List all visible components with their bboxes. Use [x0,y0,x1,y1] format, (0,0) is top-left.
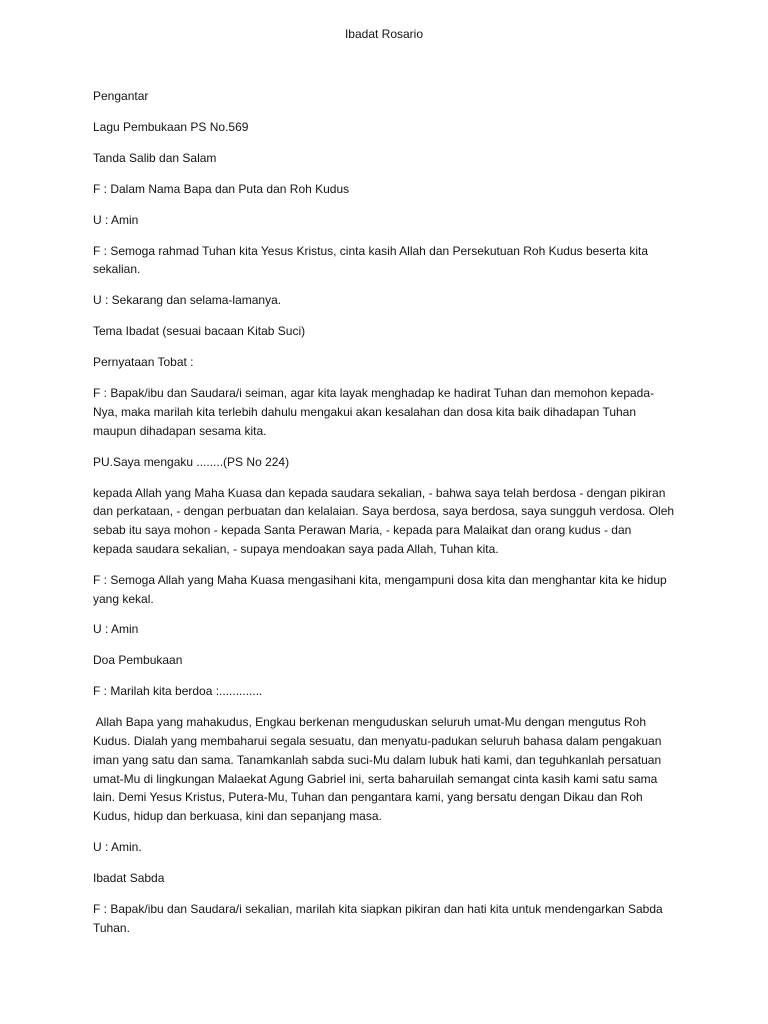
text-line: umat-Mu di lingkungan Malaekat Agung Gabriel ini, serta baharuilah semangat cinta kasih kami satu sama [93,771,658,786]
text-line: kepada Allah yang Maha Kuasa dan kepada saudara sekalian, - bahwa saya telah berdosa - dengan pikiran [93,485,666,500]
document-title: Ibadat Rosario [344,27,424,41]
text-line: U : Amin [93,622,139,637]
pengakuan-dosa-text [93,484,733,559]
u-sekarang-response [93,291,733,310]
text-line: Ibadat Sabda [93,870,165,885]
pernyataan-tobat-heading [93,353,733,372]
tanda-salib-heading [93,149,733,168]
text-line: yang kekal. [93,591,154,606]
u-amin-response-3 [93,838,733,857]
f-semoga-rahmad [93,242,733,280]
text-line: iman yang satu dan sama. Tanamkanlah sabda suci-Mu dalam lubuk hati kami, dan teguhkanlah persatuan [93,752,662,767]
f-marilah-berdoa [93,682,733,701]
text-line: Allah Bapa yang mahakudus, Engkau berkenan menguduskan seluruh umat-Mu dengan mengutus Roh [93,715,647,730]
text-line: F : Semoga Allah yang Maha Kuasa mengasihani kita, mengampuni dosa kita dan menghantar kita ke hidup [93,572,667,587]
text-line: U : Amin. [93,839,142,854]
text-line: Tanda Salib dan Salam [93,150,217,165]
doa-pembukaan-heading [93,651,733,670]
text-line: Lagu Pembukaan PS No.569 [93,119,249,134]
text-line: dan perkataan, - dengan perbuatan dan kelalaian. Saya berdosa, saya berdosa, saya sungguh verdosa. Oleh [93,504,675,519]
text-line: F : Semoga rahmad Tuhan kita Yesus Kristus, cinta kasih Allah dan Persekutuan Roh Kudus beserta kita [93,243,648,258]
text-line: Nya, maka marilah kita terlebih dahulu mengakui akan kesalahan dan dosa kita baik dihadapan Tuhan [93,404,637,419]
text-line: F : Bapak/ibu dan Saudara/i sekalian, marilah kita siapkan pikiran dan hati kita untuk mendengarkan Sabda [93,901,663,916]
text-line: Pernyataan Tobat : [93,355,194,370]
f-bapak-ibu-sekalian [93,900,733,938]
text-line: F : Dalam Nama Bapa dan Puta dan Roh Kudus [93,181,350,196]
doa-pembukaan-text [93,713,733,826]
text-line: Tema Ibadat (sesuai bacaan Kitab Suci) [93,324,306,339]
lagu-pembukaan [93,118,733,137]
text-line: U : Amin [93,212,139,227]
text-line: U : Sekarang dan selama-lamanya. [93,293,282,308]
pu-saya-mengaku [93,453,733,472]
text-line: sebab itu saya mohon - kepada Santa Perawan Maria, - kepada para Malaikat dan orang kudus - dan [93,523,632,538]
text-line: PU.Saya mengaku ........(PS No 224) [93,454,290,469]
text-line: F : Bapak/ibu dan Saudara/i seiman, agar kita layak menghadap ke hadirat Tuhan dan memohon kepada- [93,386,655,401]
text-line: Kudus, hidup dan berkuasa, kini dan sepanjang masa. [93,809,382,823]
u-amin-response-2 [93,620,733,639]
tema-ibadat [93,322,733,341]
text-line: Doa Pembukaan [93,653,183,668]
f-bapak-ibu-seiman [93,384,733,440]
document-body [93,87,733,950]
u-amin-response [93,211,733,230]
ibadat-sabda-heading [93,869,733,888]
text-line: maupun dihadapan sesama kita. [93,423,267,438]
text-line: kepada saudara sekalian, - supaya mendoakan saya pada Allah, Tuhan kita. [93,541,499,556]
f-semoga-allah [93,571,733,609]
f-dalam-nama-bapa [93,180,733,199]
text-line: sekalian. [93,262,141,277]
text-line: Pengantar [93,89,149,103]
text-line: lain. Demi Yesus Kristus, Putera-Mu, Tuhan dan pengantara kami, yang bersatu dengan Dikau dan Roh [93,790,643,805]
pengantar-heading [93,87,733,106]
text-line: F : Marilah kita berdoa :............. [93,684,263,699]
text-line: Tuhan. [93,920,130,935]
text-line: Kudus. Dialah yang membaharui segala sesuatu, dan menyatu-padukan seluruh bahasa dalam pengakuan [93,734,662,748]
